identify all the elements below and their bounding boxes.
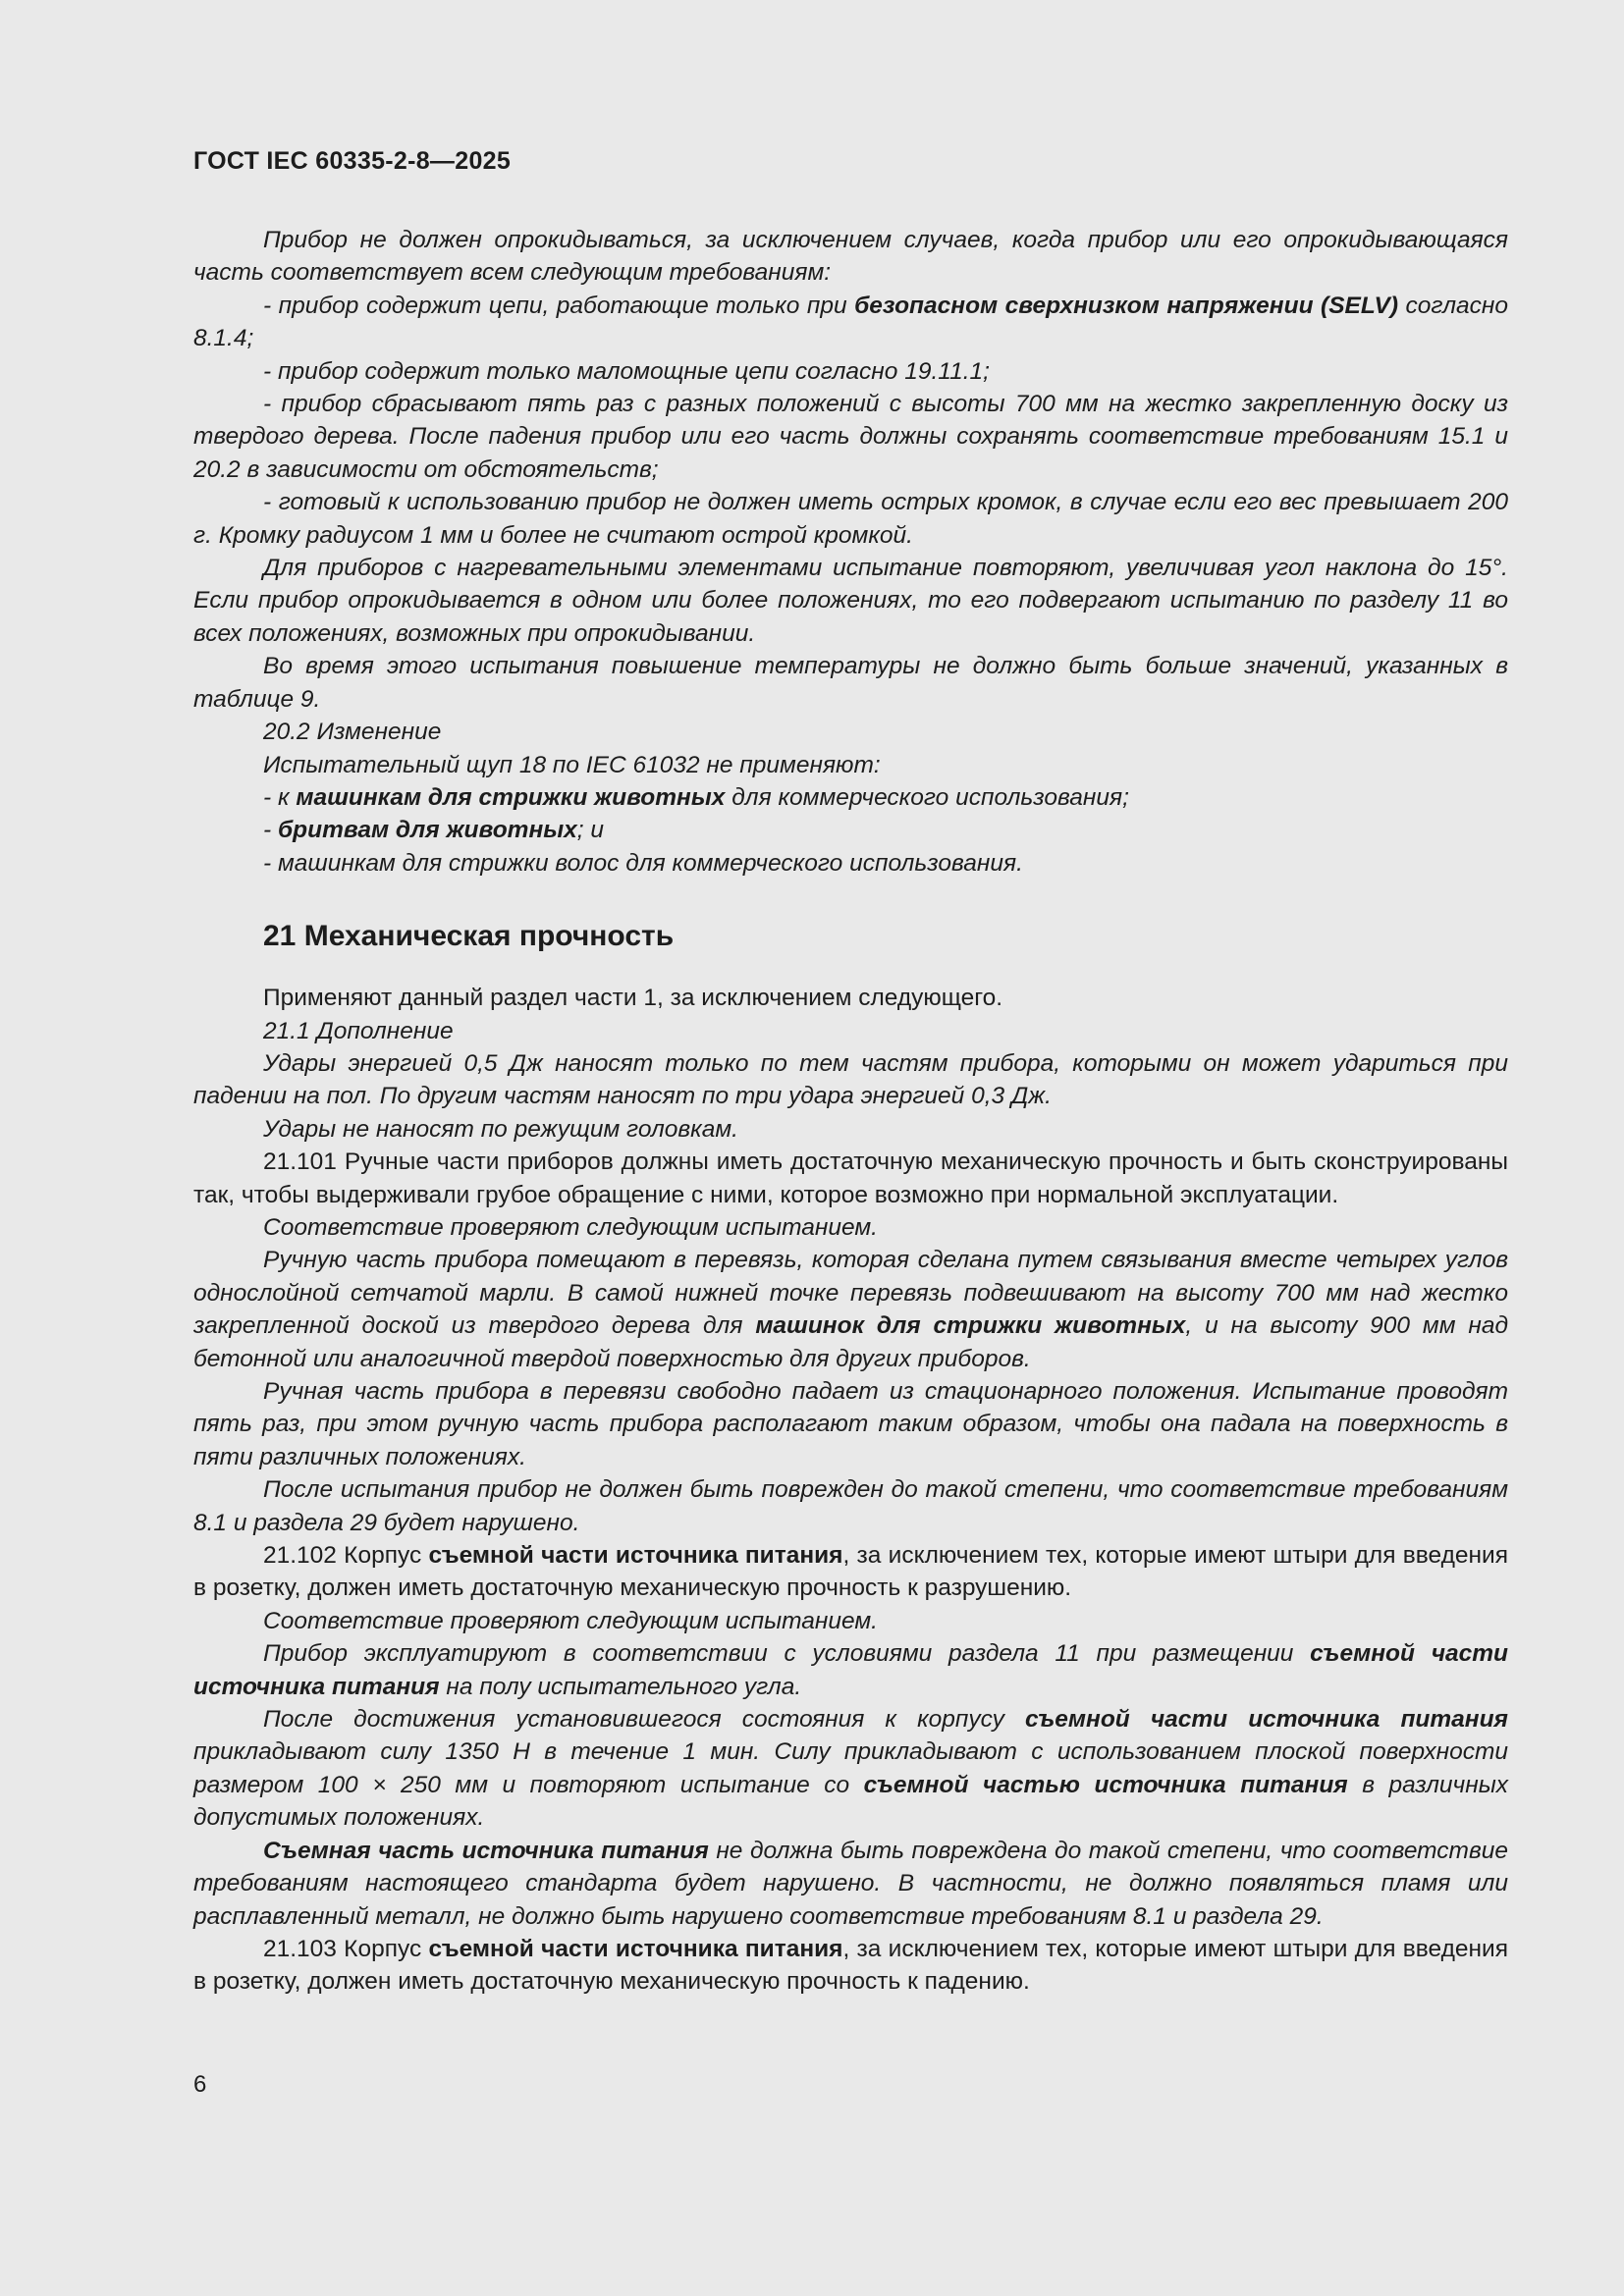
text-run: на полу испытательного угла. [439, 1673, 802, 1700]
paragraph: Применяют данный раздел части 1, за исключением следующего. [263, 985, 1003, 1012]
paragraph: Ручная часть прибора в перевязи свободно падает из стационарного положения. Испытание проводят пять раз, при этом ручную часть прибора располагают таким образом, чтобы она падала на поверхность в пяти различных положениях. [193, 1378, 1508, 1470]
text-run: согласно 8.1.4; [193, 292, 1508, 352]
paragraph [193, 1835, 1508, 1933]
text-run: для коммерческого использования; [725, 783, 1129, 811]
defined-term: съемной частью источника питания [863, 1771, 1348, 1798]
list-item: - прибор сбрасывают пять раз с разных положений с высоты 700 мм на жестко закрепленную доску из твердого дерева. После падения прибор или его часть должны сохранять соответствие требованиям 15.1 и 20.2 в зависимости от обстоятельств; [193, 391, 1508, 483]
text-run: Прибор эксплуатируют в соответствии с условиями раздела 11 при размещении [263, 1640, 1311, 1668]
paragraph: После испытания прибор не должен быть поврежден до такой степени, что соответствие требованиям 8.1 и раздела 29 будет нарушено. [193, 1476, 1508, 1536]
clause-paragraph [193, 1539, 1508, 1605]
list-item: - готовый к использованию прибор не должен иметь острых кромок, в случае если его вес превышает 200 г. Кромку радиусом 1 мм и более не считают острой кромкой. [193, 489, 1508, 549]
document-body [193, 224, 1508, 1999]
text-run: прикладывают силу 1350 Н в течение 1 мин. Силу прикладывают с использованием плоской поверхности размером 100 × 250 мм и повторяют испытание со [193, 1738, 1508, 1798]
paragraph: Испытательный щуп 18 по IEC 61032 не применяют: [263, 751, 881, 778]
text-run: Ручную часть прибора помещают в перевязь, которая сделана путем связывания вместе четырех углов однослойной сетчатой марли. В самой нижней точке перевязь подвешивают на высоту 700 мм над жестко закрепленной доской из твердого дерева для [193, 1247, 1508, 1340]
text-run: , за исключением тех, которые имеют штыри для введения в розетку, должен иметь достаточную механическую прочность к падению. [193, 1935, 1508, 1996]
text-run: - прибор содержит цепи, работающие только при [263, 292, 855, 319]
list-item [193, 814, 1508, 846]
clause-paragraph [193, 1933, 1508, 1999]
list-item: - прибор содержит только маломощные цепи согласно 19.11.1; [263, 357, 990, 385]
clause-paragraph: 21.101 Ручные части приборов должны иметь достаточную механическую прочность и быть сконструированы так, чтобы выдерживали грубое обращение с ними, которое возможно при нормальной эксплуатации. [193, 1148, 1508, 1208]
clause-heading: 21.1 Дополнение [263, 1017, 454, 1044]
list-item: - машинкам для стрижки волос для коммерческого использования. [263, 849, 1023, 877]
document-header: ГОСТ IEC 60335-2-8—2025 [193, 147, 512, 175]
defined-term: безопасном сверхнизком напряжении (SELV) [854, 292, 1398, 319]
text-run: - к [263, 783, 297, 811]
clause-heading: 20.2 Изменение [263, 719, 442, 746]
defined-term: бритвам для животных [277, 817, 577, 844]
text-run: 21.103 Корпус [263, 1935, 429, 1962]
text-run: в различных допустимых положениях. [193, 1771, 1508, 1832]
defined-term: съемной части источника питания [193, 1640, 1508, 1700]
section-heading: 21 Механическая прочность [263, 920, 675, 953]
paragraph: Для приборов с нагревательными элементами испытание повторяют, увеличивая угол наклона до 15°. Если прибор опрокидывается в одном или более положениях, то его подвергают испытанию по разделу 11 во всех положениях, возможных при опрокидывании. [193, 555, 1508, 647]
text-run: не должна быть повреждена до такой степени, что соответствие требованиям настоящего стандарта будет нарушено. В частности, не должно появляться пламя или расплавленный металл, не должно быть нарушено соответствие требованиям 8.1 и раздела 29. [193, 1837, 1508, 1930]
paragraph: Во время этого испытания повышение температуры не должно быть больше значений, указанных в таблице 9. [193, 653, 1508, 713]
paragraph: Удары энергией 0,5 Дж наносят только по тем частям прибора, которыми он может удариться при падении на пол. По другим частям наносят по три удара энергией 0,3 Дж. [193, 1049, 1508, 1110]
defined-term: съемной части источника питания [428, 1542, 843, 1570]
defined-term: съемной части источника питания [428, 1935, 843, 1962]
text-run: , и на высоту 900 мм над бетонной или аналогичной твердой поверхностью для других приборов. [193, 1312, 1508, 1372]
text-run: ; и [576, 817, 605, 844]
list-item [193, 781, 1508, 814]
paragraph [193, 1244, 1508, 1375]
page-number: 6 [193, 2071, 207, 2098]
defined-term: съемной части источника питания [1024, 1706, 1508, 1734]
paragraph: Удары не наносят по режущим головкам. [263, 1115, 738, 1143]
paragraph: Соответствие проверяют следующим испытанием. [263, 1213, 878, 1241]
list-item [193, 290, 1508, 355]
defined-term: машинкам для стрижки животных [296, 783, 726, 811]
text-run: 21.102 Корпус [263, 1542, 429, 1570]
paragraph [193, 1637, 1508, 1703]
paragraph [193, 1703, 1508, 1835]
paragraph: Прибор не должен опрокидываться, за исключением случаев, когда прибор или его опрокидывающаяся часть соответствует всем следующим требованиям: [193, 227, 1508, 287]
defined-term: Съемная часть источника питания [263, 1837, 709, 1864]
text-run: , за исключением тех, которые имеют штыри для введения в розетку, должен иметь достаточную механическую прочность к разрушению. [193, 1542, 1508, 1602]
paragraph: Соответствие проверяют следующим испытанием. [263, 1607, 878, 1634]
text-run: - [263, 817, 278, 844]
defined-term: машинок для стрижки животных [755, 1312, 1186, 1340]
text-run: После достижения установившегося состояния к корпусу [263, 1706, 1025, 1734]
